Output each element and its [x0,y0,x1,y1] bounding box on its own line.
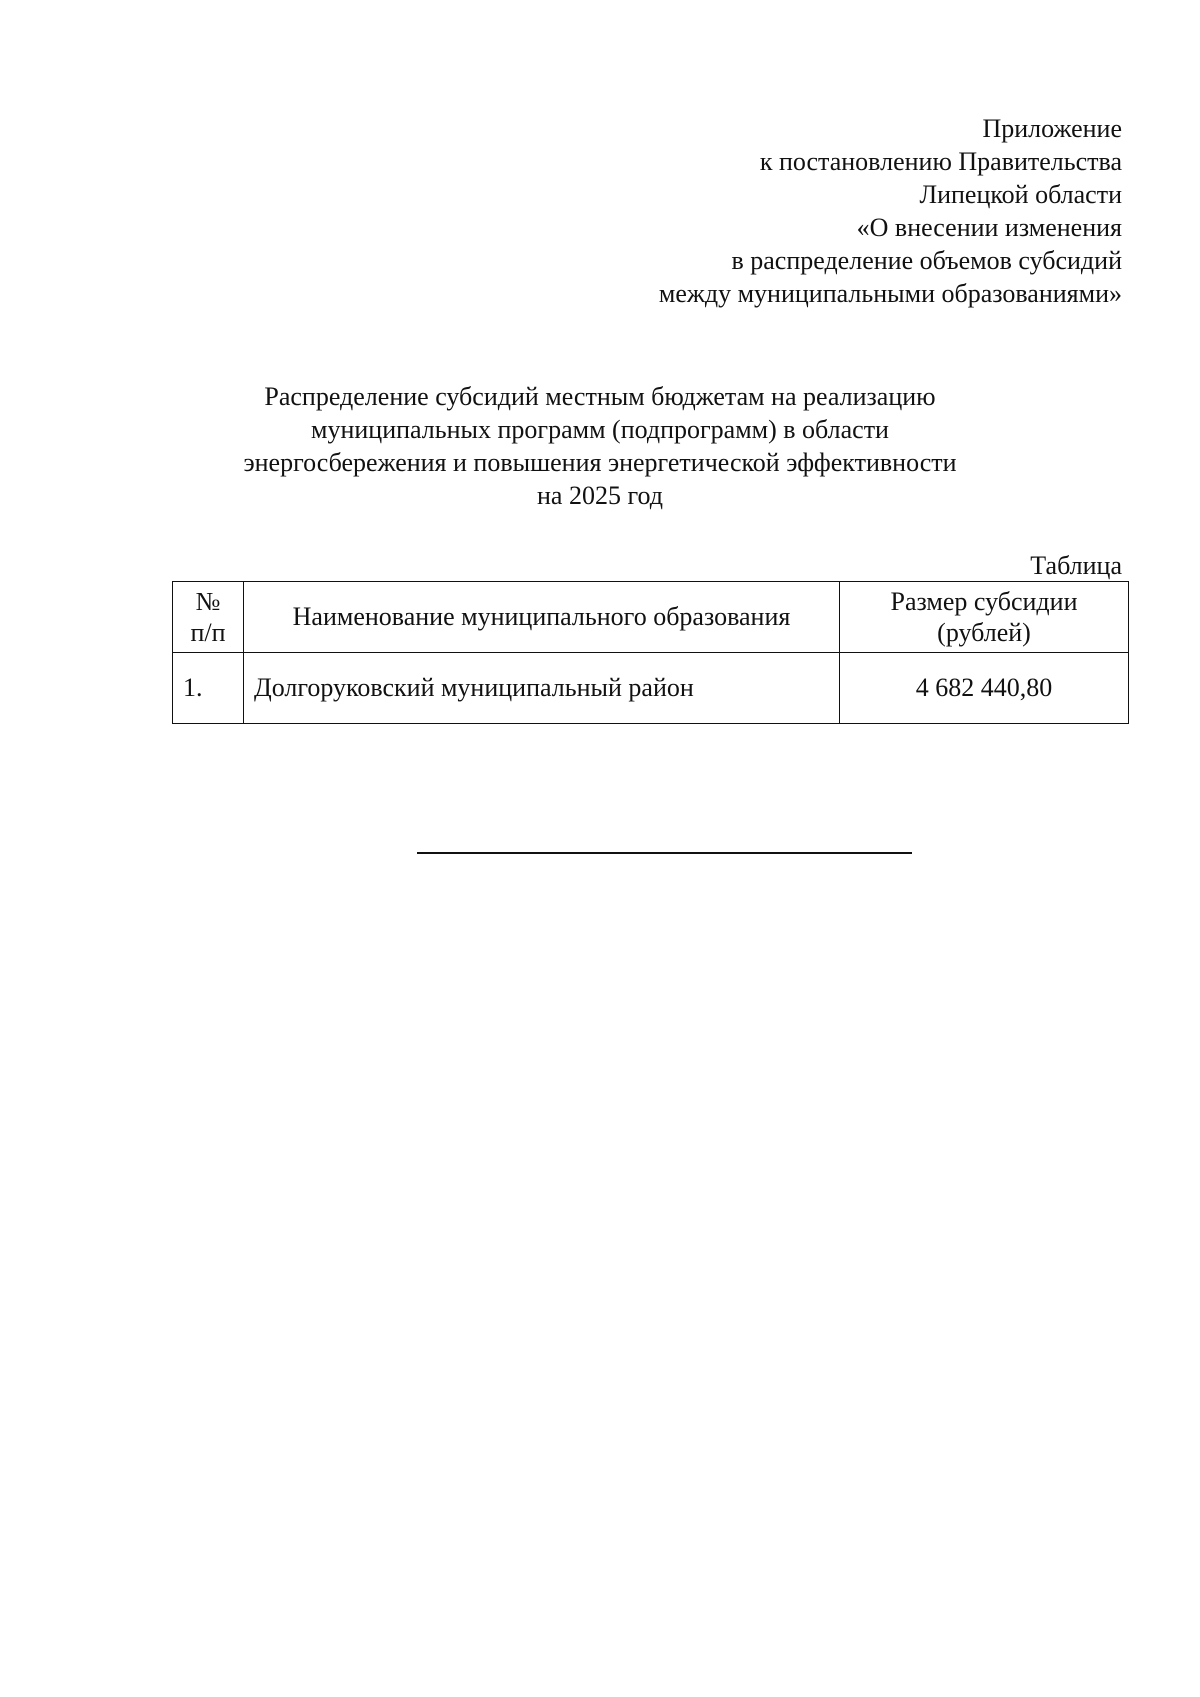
appendix-line: между муниципальными образованиями» [658,279,1122,308]
appendix-line: «О внесении изменения [856,213,1122,242]
header-number-symbol: № [195,587,221,616]
title-line: Распределение субсидий местным бюджетам на реализацию [264,382,936,411]
appendix-line: в распределение объемов субсидий [731,246,1122,275]
row-number: 1. [173,653,244,724]
header-amount [840,582,1129,653]
header-number [173,582,244,653]
subsidy-table [172,581,1129,724]
header-amount-unit: (рублей) [937,618,1031,647]
title-line: муниципальных программ (подпрограмм) в области [311,415,889,444]
document-title [0,380,1200,512]
title-line: энергосбережения и повышения энергетической эффективности [243,448,957,477]
appendix-line: к постановлению Правительства [759,147,1122,176]
table-label: Таблица [1030,551,1122,580]
header-amount-title: Размер субсидии [890,587,1078,616]
appendix-header [659,112,1122,310]
table-row [173,653,1129,724]
table-header-row [173,582,1129,653]
row-municipality: Долгоруковский муниципальный район [244,653,840,724]
title-line: на 2025 год [537,481,663,510]
header-municipality: Наименование муниципального образования [244,582,840,653]
appendix-line: Липецкой области [919,180,1122,209]
closing-divider [417,852,912,854]
appendix-line: Приложение [982,114,1122,143]
header-number-abbrev: п/п [190,618,226,647]
row-amount: 4 682 440,80 [840,653,1129,724]
